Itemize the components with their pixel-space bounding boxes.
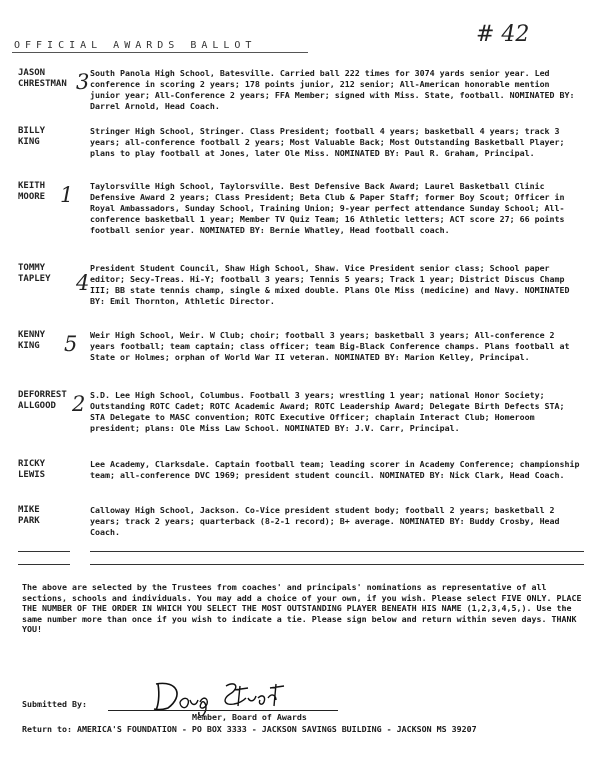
write-in-description-line[interactable] bbox=[90, 551, 584, 552]
nominee-name bbox=[18, 181, 88, 207]
nominee-first-name: RICKY bbox=[18, 459, 46, 469]
page-number-mark: # 42 bbox=[476, 22, 530, 47]
nominee-last-name: ALLGOOD bbox=[18, 401, 56, 411]
ranking-mark[interactable]: 4 bbox=[76, 271, 90, 295]
write-in-line[interactable] bbox=[18, 551, 584, 561]
nominee-description: Stringer High School, Stringer. Class President; football 4 years; basketball 4 years; track 3 years; all-conference football 2 years; Most Valuable Back; Most Outstanding Basketball Player; plans to play football at Jones, later Ole Miss. NOMINATED BY: Paul R. Graham, Principal. bbox=[90, 126, 565, 158]
member-label: Member, Board of Awards bbox=[192, 712, 307, 722]
nominee-description: Taylorsville High School, Taylorsville. Best Defensive Back Award; Laurel Basketball Clinic Defensive Award 2 years; Class President; Beta Club & Paper Staff; former Boy Scout; Officer in Royal Ambassadors, Sunday School, Training Union; 9-year perfect attendance Sunday School; All-conference basketball 1 year; Member TV Quiz Team; 16 Athletic letters; ACT score 27; 66 points football senior year. NOMINATED BY: Bernie Whatley, Head football coach. bbox=[90, 181, 565, 235]
nominee-first-name: DEFORREST bbox=[18, 390, 67, 400]
write-in-line[interactable] bbox=[18, 564, 584, 574]
write-in-name-line[interactable] bbox=[18, 551, 70, 552]
return-address: Return to: AMERICA'S FOUNDATION - PO BOX 3333 - JACKSON SAVINGS BUILDING - JACKSON MS 39207 bbox=[22, 724, 477, 734]
submitted-by-label: Submitted By: bbox=[22, 699, 87, 709]
ranking-mark[interactable]: 3 bbox=[76, 70, 90, 94]
nominee-last-name: KING bbox=[18, 341, 40, 351]
nominee-first-name: BILLY bbox=[18, 126, 46, 136]
ranking-mark[interactable]: 2 bbox=[72, 392, 86, 416]
write-in-description-line[interactable] bbox=[90, 564, 584, 565]
nominee-description: South Panola High School, Batesville. Carried ball 222 times for 3074 yards senior year. Led conference in scoring 2 years; 178 points junior, 212 senior; All-American honorable mention junior year; All-Conference 2 years; FFA Member; signed with Miss. State, football. NOMINATED BY: Darrel Arnold, Head Coach. bbox=[90, 68, 575, 111]
ranking-mark[interactable]: 5 bbox=[64, 332, 78, 356]
nominee-name bbox=[18, 459, 88, 481]
nominee-name bbox=[18, 330, 88, 356]
ballot-heading: OFFICIAL AWARDS BALLOT bbox=[14, 40, 257, 51]
nominee-last-name: CHRESTMAN bbox=[18, 79, 67, 89]
nominee-last-name: KING bbox=[18, 137, 40, 147]
nominee-first-name: KEITH bbox=[18, 181, 46, 191]
ranking-mark[interactable]: 1 bbox=[60, 183, 74, 207]
write-in-name-line[interactable] bbox=[18, 564, 70, 565]
nominee-description: Calloway High School, Jackson. Co-Vice president student body; football 2 years; basketball 2 years; track 2 years; quarterback (8-2-1 record); B+ average. NOMINATED BY: Buddy Crosby, Head Coach. bbox=[90, 505, 560, 537]
heading-rule bbox=[12, 52, 308, 53]
nominee-first-name: MIKE bbox=[18, 505, 40, 515]
nominee-description: Lee Academy, Clarksdale. Captain football team; leading scorer in Academy Conference; championship team; all-conference DVC 1969; president student council. NOMINATED BY: Nick Clark, Head Coach. bbox=[90, 459, 580, 480]
nominee-name bbox=[18, 126, 88, 148]
nominee-last-name: LEWIS bbox=[18, 470, 46, 480]
signature-line[interactable] bbox=[108, 710, 338, 711]
nominee-last-name: PARK bbox=[18, 516, 40, 526]
nominee-first-name: TOMMY bbox=[18, 263, 46, 273]
nominee-last-name: TAPLEY bbox=[18, 274, 51, 284]
nominee-description: S.D. Lee High School, Columbus. Football 3 years; wrestling 1 year; national Honor Society; Outstanding ROTC Cadet; ROTC Academic Award; ROTC Leadership Award; Delegate Birth Defects STA; STA Delegate to MASC convention; ROTC Executive Officer; chaplain Interact Club; Homeroom president; plans: Ole Miss Law School. NOMINATED BY: J.V. Carr, Principal. bbox=[90, 390, 565, 433]
nominee-description: President Student Council, Shaw High School, Shaw. Vice President senior class; School paper editor; Secy-Treas. Hi-Y; football 3 years; Tennis 5 years; Track 1 year; District Discus Champ III; BB state tennis champ, single & mixed double. Plans Ole Miss (medicine) and Navy. NOMINATED BY: Emil Thornton, Athletic Director. bbox=[90, 263, 570, 306]
nominee-first-name: KENNY bbox=[18, 330, 46, 340]
nominee-last-name: MOORE bbox=[18, 192, 46, 202]
nominee-description: Weir High School, Weir. W Club; choir; football 3 years; basketball 3 years; All-conference 2 years football; team captain; class officer; team Big-Black Conference champs. Plans football at State or Holmes; orphan of World War II veteran. NOMINATED BY: Marion Kelley, Principal. bbox=[90, 330, 570, 362]
nominee-name bbox=[18, 505, 88, 527]
ballot-instructions: The above are selected by the Trustees from coaches' and principals' nominations as representative of all sections, schools and individuals. You may add a choice of your own, if you wish. Please select FIVE ONLY. PLACE THE NUMBER OF THE ORDER IN WHICH YOU SELECT THE MOST OUTSTANDING PLAYER BENEATH HIS NAME (1,2,3,4,5,). Use the same number more than once if you wish to indicate a tie. Please sign below and return within seven days. THANK YOU! bbox=[22, 582, 582, 634]
nominee-first-name: JASON bbox=[18, 68, 46, 78]
